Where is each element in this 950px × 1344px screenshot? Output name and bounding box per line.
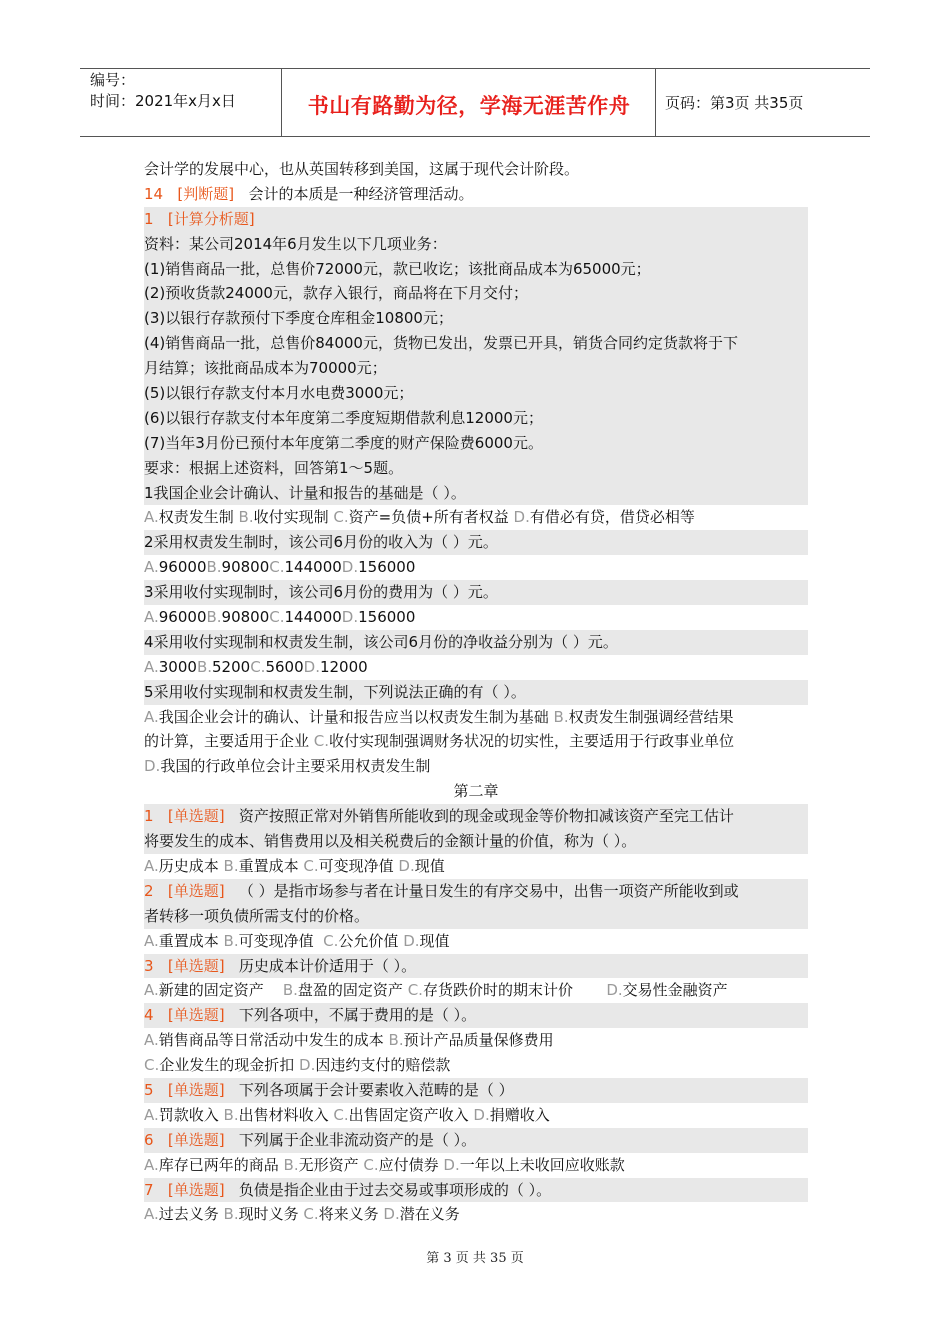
line-text: 4采用收付实现制和权责发生制，该公司6月份的净收益分别为（ ）元。 bbox=[144, 632, 618, 651]
text-line bbox=[144, 281, 808, 306]
option-text: 现值 bbox=[414, 856, 445, 875]
number-label: 编号： bbox=[90, 71, 136, 89]
question-number: 1 bbox=[144, 807, 154, 826]
option-letter: D. bbox=[383, 1205, 400, 1224]
text-line bbox=[144, 456, 808, 481]
option-text: 144000 bbox=[284, 558, 342, 577]
line-text: 负债是指企业由于过去交易或事项形成的（ ）。 bbox=[238, 1180, 552, 1199]
option-letter: A. bbox=[144, 856, 159, 875]
option-line bbox=[144, 505, 808, 530]
option-text: 出售材料收入 bbox=[238, 1105, 334, 1124]
line-text: 下列各项属于会计要素收入范畴的是（ ） bbox=[238, 1080, 514, 1099]
option-letter: B. bbox=[206, 608, 222, 627]
option-letter: D. bbox=[606, 981, 623, 1000]
line-text: (3)以银行存款预付下季度仓库租金10800元； bbox=[144, 309, 453, 328]
option-letter: C. bbox=[323, 931, 339, 950]
option-letter: A. bbox=[144, 608, 159, 627]
line-text: (1)销售商品一批，总售价72000元，款已收讫；该批商品成本为65000元； bbox=[144, 259, 651, 278]
option-text: 出售固定资产收入 bbox=[348, 1105, 474, 1124]
option-text: 权责发生制强调经营结果 bbox=[568, 707, 734, 726]
option-letter: D. bbox=[341, 558, 359, 577]
option-text: 公允价值 bbox=[338, 931, 404, 950]
question-type-tag: [单选题] bbox=[167, 881, 225, 900]
question-type-tag: [判断题] bbox=[177, 184, 235, 203]
option-letter: A. bbox=[144, 1155, 159, 1174]
option-text: 应付债券 bbox=[378, 1155, 444, 1174]
question-type-tag: [单选题] bbox=[167, 956, 225, 975]
question-type-tag: [单选题] bbox=[167, 1006, 225, 1025]
line-text: 第二章 bbox=[453, 782, 499, 801]
option-text: 盘盈的固定资产 bbox=[297, 981, 408, 1000]
header-page-label: 页码：第3页 共35页 bbox=[665, 94, 804, 112]
line-text: (2)预收货款24000元，款存入银行，商品将在下月交付； bbox=[144, 284, 528, 303]
option-text: 重置成本 bbox=[158, 931, 224, 950]
option-letter: A. bbox=[144, 931, 159, 950]
header-bottom-rule bbox=[80, 136, 870, 137]
option-letter: B. bbox=[196, 657, 213, 676]
option-letter: B. bbox=[282, 981, 298, 1000]
option-line bbox=[144, 729, 808, 754]
option-line bbox=[144, 1153, 808, 1178]
option-line bbox=[144, 705, 808, 730]
option-line bbox=[144, 1053, 808, 1078]
option-letter: B. bbox=[238, 508, 254, 527]
option-letter: D. bbox=[299, 1056, 316, 1075]
option-letter: A. bbox=[144, 558, 159, 577]
option-line bbox=[144, 1103, 808, 1128]
option-text: 重置成本 bbox=[238, 856, 304, 875]
option-letter: D. bbox=[473, 1105, 490, 1124]
question-heading bbox=[144, 1003, 808, 1028]
option-text: 预计产品质量保修费用 bbox=[403, 1031, 554, 1050]
option-letter: A. bbox=[144, 981, 159, 1000]
text-line bbox=[144, 356, 808, 381]
option-text: 潜在义务 bbox=[399, 1205, 460, 1224]
option-line bbox=[144, 1028, 808, 1053]
option-text: 可变现净值 bbox=[238, 931, 324, 950]
option-text: 156000 bbox=[358, 558, 416, 577]
question-number: 5 bbox=[144, 1080, 154, 1099]
question-heading bbox=[144, 1078, 808, 1103]
option-letter: C. bbox=[363, 1155, 379, 1174]
option-text: 收付实现制强调财务状况的切实性，主要适用于行政事业单位 bbox=[329, 732, 735, 751]
option-letter: A. bbox=[144, 1031, 159, 1050]
option-text: 存货跌价时的期末计价 bbox=[422, 981, 607, 1000]
option-letter: B. bbox=[388, 1031, 404, 1050]
question-number: 6 bbox=[144, 1130, 154, 1149]
option-letter: D. bbox=[398, 856, 415, 875]
text-line bbox=[144, 232, 808, 257]
option-text: 库存已两年的商品 bbox=[158, 1155, 284, 1174]
question-type-tag: [单选题] bbox=[167, 1130, 225, 1149]
option-letter: B. bbox=[553, 707, 569, 726]
line-text: 会计的本质是一种经济管理活动。 bbox=[248, 184, 474, 203]
option-letter: D. bbox=[303, 657, 320, 676]
option-letter: B. bbox=[223, 856, 239, 875]
option-text: 90800 bbox=[221, 558, 270, 577]
line-text: 者转移一项负债所需支付的价格。 bbox=[144, 906, 370, 925]
option-letter: C. bbox=[333, 508, 349, 527]
option-letter: C. bbox=[269, 608, 285, 627]
option-letter: C. bbox=[313, 732, 330, 751]
question-type-tag: [单选题] bbox=[167, 807, 225, 826]
option-line bbox=[144, 655, 808, 680]
option-text: 无形资产 bbox=[298, 1155, 364, 1174]
question-number: 2 bbox=[144, 881, 154, 900]
line-text: (7)当年3月份已预付本年度第二季度的财产保险费6000元。 bbox=[144, 433, 543, 452]
option-letter: C. bbox=[303, 1205, 319, 1224]
option-text: 的计算，主要适用于企业 bbox=[144, 732, 314, 751]
line-text: 资产按照正常对外销售所能收到的现金或现金等价物扣减该资产至完工估计 bbox=[238, 807, 734, 826]
option-letter: C. bbox=[333, 1105, 349, 1124]
option-text: 一年以上未收回应收账款 bbox=[459, 1155, 625, 1174]
line-text: 5采用收付实现制和权责发生制，下列说法正确的有（ ）。 bbox=[144, 682, 526, 701]
option-text: 我国企业会计的确认、计量和报告应当以权责发生制为基础 bbox=[158, 707, 554, 726]
page-footer: 第 3 页 共 35 页 bbox=[426, 1251, 524, 1266]
option-line bbox=[144, 1202, 808, 1227]
question-heading bbox=[144, 954, 808, 979]
option-text: 销售商品等日常活动中发生的成本 bbox=[158, 1031, 389, 1050]
option-text: 罚款收入 bbox=[158, 1105, 224, 1124]
text-line bbox=[144, 157, 808, 182]
option-text: 新建的固定资产 bbox=[158, 981, 283, 1000]
question-type-tag: [单选题] bbox=[167, 1180, 225, 1199]
question-heading bbox=[144, 879, 808, 904]
option-text: 144000 bbox=[284, 608, 342, 627]
question-number: 4 bbox=[144, 1006, 154, 1025]
time-label: 时间：2021年x月x日 bbox=[90, 92, 236, 110]
chapter-title bbox=[144, 779, 808, 804]
option-text: 90800 bbox=[221, 608, 270, 627]
option-letter: A. bbox=[144, 707, 159, 726]
option-letter: A. bbox=[144, 1105, 159, 1124]
option-text: 5600 bbox=[265, 657, 304, 676]
option-line bbox=[144, 754, 808, 779]
question-heading bbox=[144, 1178, 808, 1203]
header-motto: 书山有路勤为径，学海无涯苦作舟 bbox=[307, 94, 631, 118]
text-line bbox=[144, 257, 808, 282]
line-text: 1我国企业会计确认、计量和报告的基础是（ ）。 bbox=[144, 483, 466, 502]
option-text: 96000 bbox=[158, 558, 207, 577]
question-heading bbox=[144, 182, 808, 207]
option-text: 资产=负债+所有者权益 bbox=[348, 508, 514, 527]
option-line bbox=[144, 854, 808, 879]
option-line bbox=[144, 929, 808, 954]
option-letter: B. bbox=[283, 1155, 299, 1174]
option-text: 12000 bbox=[319, 657, 368, 676]
question-number: 3 bbox=[144, 956, 154, 975]
option-text: 捐赠收入 bbox=[489, 1105, 550, 1124]
option-text: 有借必有贷，借贷必相等 bbox=[529, 508, 695, 527]
question-heading bbox=[144, 207, 808, 232]
option-text: 5200 bbox=[212, 657, 251, 676]
text-line bbox=[144, 530, 808, 555]
option-line bbox=[144, 978, 808, 1003]
question-number: 14 bbox=[144, 184, 164, 203]
option-letter: C. bbox=[303, 856, 319, 875]
line-text: 要求：根据上述资料，回答第1～5题。 bbox=[144, 458, 404, 477]
option-letter: A. bbox=[144, 1205, 159, 1224]
option-letter: A. bbox=[144, 508, 159, 527]
line-text: 下列各项中，不属于费用的是（ ）。 bbox=[238, 1006, 477, 1025]
option-letter: B. bbox=[223, 931, 239, 950]
text-line bbox=[144, 680, 808, 705]
option-text: 历史成本 bbox=[158, 856, 224, 875]
option-text: 3000 bbox=[158, 657, 197, 676]
option-line bbox=[144, 555, 808, 580]
option-text: 可变现净值 bbox=[318, 856, 399, 875]
option-text: 现时义务 bbox=[238, 1205, 304, 1224]
option-text: 收付实现制 bbox=[253, 508, 334, 527]
header-top-rule bbox=[80, 68, 870, 69]
text-line bbox=[144, 431, 808, 456]
option-text: 将来义务 bbox=[318, 1205, 384, 1224]
option-text: 我国的行政单位会计主要采用权责发生制 bbox=[160, 757, 431, 776]
option-text: 现值 bbox=[419, 931, 450, 950]
text-line bbox=[144, 406, 808, 431]
line-text: 资料：某公司2014年6月发生以下几项业务： bbox=[144, 234, 447, 253]
question-type-tag: [单选题] bbox=[167, 1080, 225, 1099]
option-letter: D. bbox=[144, 757, 161, 776]
question-heading bbox=[144, 804, 808, 829]
line-text: (4)销售商品一批，总售价84000元，货物已发出，发票已开具，销货合同约定货款将于下 bbox=[144, 334, 738, 353]
option-line bbox=[144, 605, 808, 630]
line-text: 3采用收付实现制时，该公司6月份的费用为（ ）元。 bbox=[144, 583, 498, 602]
option-letter: D. bbox=[403, 931, 420, 950]
text-line bbox=[144, 381, 808, 406]
option-letter: D. bbox=[443, 1155, 460, 1174]
text-line bbox=[144, 306, 808, 331]
option-text: 交易性金融资产 bbox=[622, 981, 728, 1000]
header-divider bbox=[655, 68, 656, 136]
text-line bbox=[144, 630, 808, 655]
line-text: (5)以银行存款支付本月水电费3000元； bbox=[144, 384, 414, 403]
option-letter: D. bbox=[513, 508, 530, 527]
option-letter: C. bbox=[269, 558, 285, 577]
line-text: 月结算；该批商品成本为70000元； bbox=[144, 359, 387, 378]
option-letter: C. bbox=[144, 1056, 160, 1075]
option-text: 因违约支付的赔偿款 bbox=[315, 1056, 451, 1075]
text-line bbox=[144, 904, 808, 929]
line-text: 下列属于企业非流动资产的是（ ）。 bbox=[238, 1130, 477, 1149]
option-text: 过去义务 bbox=[158, 1205, 224, 1224]
option-text: 企业发生的现金折扣 bbox=[159, 1056, 300, 1075]
line-text: 将要发生的成本、销售费用以及相关税费后的金额计量的价值，称为（ ）。 bbox=[144, 832, 637, 851]
line-text: 会计学的发展中心，也从英国转移到美国，这属于现代会计阶段。 bbox=[144, 160, 580, 178]
option-letter: B. bbox=[206, 558, 222, 577]
text-line bbox=[144, 829, 808, 854]
line-text: （ ）是指市场参与者在计量日发生的有序交易中，出售一项资产所能收到或 bbox=[238, 881, 739, 900]
line-text: (6)以银行存款支付本年度第二季度短期借款利息12000元； bbox=[144, 408, 543, 427]
question-number: 1 bbox=[144, 209, 154, 228]
option-text: 权责发生制 bbox=[158, 508, 239, 527]
option-text: 156000 bbox=[358, 608, 416, 627]
text-line bbox=[144, 331, 808, 356]
option-letter: C. bbox=[250, 657, 266, 676]
option-text: 96000 bbox=[158, 608, 207, 627]
option-letter: D. bbox=[341, 608, 359, 627]
option-letter: A. bbox=[144, 657, 159, 676]
text-line bbox=[144, 580, 808, 605]
line-text: 2采用权责发生制时，该公司6月份的收入为（ ）元。 bbox=[144, 533, 498, 552]
question-heading bbox=[144, 1128, 808, 1153]
question-number: 7 bbox=[144, 1180, 154, 1199]
text-line bbox=[144, 481, 808, 506]
question-type-tag: [计算分析题] bbox=[167, 209, 255, 228]
option-letter: B. bbox=[223, 1105, 239, 1124]
option-letter: B. bbox=[223, 1205, 239, 1224]
option-letter: C. bbox=[407, 981, 423, 1000]
header-meta bbox=[90, 70, 236, 112]
line-text: 历史成本计价适用于（ ）。 bbox=[238, 956, 417, 975]
document-body bbox=[144, 157, 808, 1227]
header-divider bbox=[281, 68, 282, 136]
